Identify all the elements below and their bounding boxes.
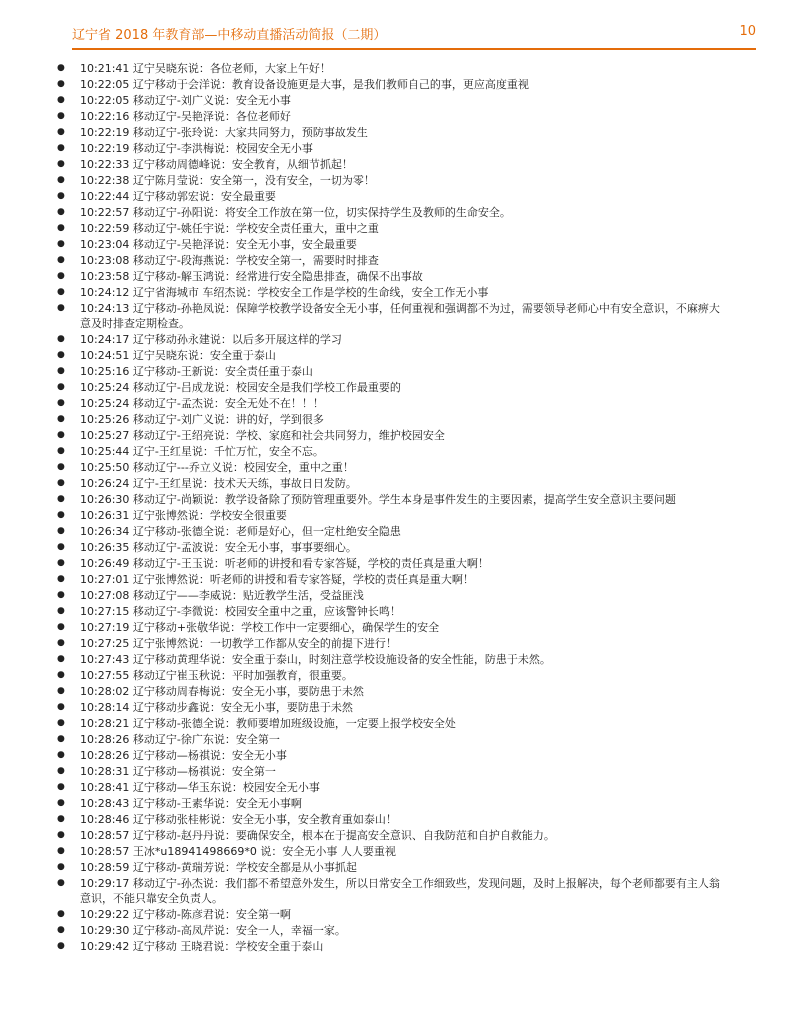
chat-log-list: [57, 61, 721, 955]
bullet-icon: ●: [57, 127, 65, 137]
entry-message: 辽宁移动—杨祺说：安全无小事: [132, 749, 287, 762]
entry-time: 10:28:31: [80, 765, 133, 778]
chat-log-entry: [57, 524, 721, 539]
bullet-icon: ●: [57, 334, 65, 344]
entry-time: 10:28:26: [80, 749, 133, 762]
chat-log-entry: [57, 237, 721, 252]
entry-message: 辽宁移动步鑫说：安全无小事，要防患于未然: [132, 701, 353, 714]
chat-log-entry: [57, 380, 721, 395]
chat-log-entry: [57, 668, 721, 683]
entry-message: 移动辽宁-孟杰说：安全无处不在！！！: [132, 397, 324, 410]
entry-message: 辽宁移动+张敬华说：学校工作中一定要细心，确保学生的安全: [132, 621, 440, 634]
bullet-icon: ●: [57, 574, 65, 584]
chat-log-entry: [57, 221, 721, 236]
bullet-icon: ●: [57, 734, 65, 744]
entry-time: 10:27:55: [80, 669, 133, 682]
entry-message: 辽宁省海城市 车绍杰说：学校安全工作是学校的生命线，安全工作无小事: [132, 286, 489, 299]
entry-message: 辽宁陈月莹说：安全第一，没有安全，一切为零！: [132, 174, 375, 187]
entry-time: 10:28:59: [80, 861, 133, 874]
bullet-icon: ●: [57, 414, 65, 424]
entry-time: 10:28:46: [80, 813, 133, 826]
chat-log-entry: [57, 700, 721, 715]
bullet-icon: ●: [57, 830, 65, 840]
entry-message: 辽宁移动黄理华说：安全重于泰山，时刻注意学校设施设备的安全性能，防患于未然。: [132, 653, 551, 666]
entry-message: 移动辽宁-段海燕说：学校安全第一，需要时时排查: [132, 254, 379, 267]
entry-time: 10:25:26: [80, 413, 133, 426]
bullet-icon: ●: [57, 382, 65, 392]
bullet-icon: ●: [57, 207, 65, 217]
bullet-icon: ●: [57, 766, 65, 776]
bullet-icon: ●: [57, 239, 65, 249]
chat-log-entry: [57, 939, 721, 954]
entry-message: 辽宁张博然说：一切教学工作都从安全的前提下进行！: [132, 637, 397, 650]
entry-message: 辽宁吴晓东说：各位老师，大家上午好！: [132, 62, 331, 75]
bullet-icon: ●: [57, 223, 65, 233]
chat-log-entry: [57, 396, 721, 411]
entry-time: 10:24:17: [80, 333, 133, 346]
entry-time: 10:25:44: [80, 445, 133, 458]
entry-time: 10:22:44: [80, 190, 133, 203]
chat-log-entry: [57, 636, 721, 651]
bullet-icon: ●: [57, 494, 65, 504]
bullet-icon: ●: [57, 782, 65, 792]
entry-message: 移动辽宁---乔立义说：校园安全，重中之重！: [132, 461, 354, 474]
bullet-icon: ●: [57, 79, 65, 89]
chat-log-entry: [57, 492, 721, 507]
entry-message: 移动辽宁——李威说：贴近教学生活，受益匪浅: [132, 589, 364, 602]
chat-log-entry: [57, 684, 721, 699]
page-header: [72, 24, 756, 46]
entry-message: 移动辽宁-尚颖说：教学设备除了预防管理重要外。学生本身是事件发生的主要因素，提高学生安全意识主要问题: [132, 493, 676, 506]
entry-time: 10:23:08: [80, 254, 133, 267]
entry-time: 10:29:42: [80, 940, 133, 953]
entry-time: 10:22:19: [80, 142, 133, 155]
bullet-icon: ●: [57, 638, 65, 648]
chat-log-entry: [57, 301, 721, 331]
chat-log-entry: [57, 476, 721, 491]
entry-message: 移动辽宁-李洪梅说：校园安全无小事: [132, 142, 313, 155]
chat-log-entry: [57, 141, 721, 156]
entry-message: 辽宁移动-王新说：安全责任重于泰山: [132, 365, 313, 378]
entry-message: 辽宁-王红星说：技术天天练，事故日日发防。: [132, 477, 357, 490]
entry-time: 10:22:59: [80, 222, 133, 235]
entry-time: 10:26:34: [80, 525, 133, 538]
chat-log-entry: [57, 269, 721, 284]
entry-message: 移动辽宁-孙杰说：我们都不希望意外发生，所以日常安全工作细致些，发现问题，及时上报解决，每个老师都要有主人翁意识，不能只靠安全负责人。: [80, 877, 720, 905]
entry-time: 10:28:26: [80, 733, 133, 746]
chat-log-entry: [57, 412, 721, 427]
entry-time: 10:22:05: [80, 78, 133, 91]
bullet-icon: ●: [57, 925, 65, 935]
chat-log-entry: [57, 540, 721, 555]
chat-log-entry: [57, 77, 721, 92]
bullet-icon: ●: [57, 862, 65, 872]
entry-message: 辽宁张博然说：学校安全很重要: [132, 509, 287, 522]
bullet-icon: ●: [57, 542, 65, 552]
chat-log-entry: [57, 348, 721, 363]
bullet-icon: ●: [57, 686, 65, 696]
bullet-icon: ●: [57, 878, 65, 888]
page-number: 10: [739, 24, 756, 39]
entry-message: 移动辽宁-李微说：校园安全重中之重，应该警钟长鸣！: [132, 605, 401, 618]
entry-time: 10:26:49: [80, 557, 133, 570]
bullet-icon: ●: [57, 95, 65, 105]
entry-message: 辽宁吴晓东说：安全重于泰山: [132, 349, 276, 362]
entry-message: 辽宁移动于会洋说：教育设备设施更是大事，是我们教师自己的事，更应高度重视: [132, 78, 529, 91]
entry-message: 移动辽宁-吕成龙说：校园安全是我们学校工作最重要的: [132, 381, 401, 394]
entry-message: 辽宁移动周德峰说：安全教育，从细节抓起！: [132, 158, 353, 171]
entry-message: 辽宁移动周春梅说：安全无小事，要防患于未然: [132, 685, 364, 698]
chat-log-entry: [57, 923, 721, 938]
bullet-icon: ●: [57, 287, 65, 297]
entry-time: 10:22:05: [80, 94, 133, 107]
chat-log-entry: [57, 125, 721, 140]
entry-message: 移动辽宁-张玲说：大家共同努力，预防事故发生: [132, 126, 368, 139]
entry-message: 辽宁移动—杨祺说：安全第一: [132, 765, 276, 778]
entry-message: 移动辽宁-王玉说：听老师的讲授和看专家答疑，学校的责任真是重大啊！: [132, 557, 489, 570]
header-divider: [72, 48, 756, 50]
entry-time: 10:22:16: [80, 110, 133, 123]
entry-time: 10:26:24: [80, 477, 133, 490]
entry-time: 10:25:16: [80, 365, 133, 378]
chat-log-entry: [57, 620, 721, 635]
entry-time: 10:22:33: [80, 158, 133, 171]
entry-time: 10:21:41: [80, 62, 133, 75]
chat-log-entry: [57, 61, 721, 76]
entry-time: 10:28:41: [80, 781, 133, 794]
entry-message: 辽宁移动-王素华说：安全无小事啊: [132, 797, 302, 810]
entry-message: 辽宁移动-赵丹丹说：要确保安全，根本在于提高安全意识、自我防范和自护自救能力。: [132, 829, 555, 842]
bullet-icon: ●: [57, 846, 65, 856]
entry-message: 辽宁移动 王晓君说：学校安全重于泰山: [132, 940, 324, 953]
entry-message: 移动辽宁-刘广义说：讲的好，学到很多: [132, 413, 324, 426]
chat-log-entry: [57, 428, 721, 443]
chat-log-entry: [57, 812, 721, 827]
bullet-icon: ●: [57, 814, 65, 824]
chat-log-entry: [57, 285, 721, 300]
bullet-icon: ●: [57, 558, 65, 568]
entry-message: 辽宁移动-孙艳凤说：保障学校教学设备安全无小事，任何重视和强调都不为过，需要领导老师心中有安全意识，不麻痹大意及时排查定期检查。: [80, 302, 720, 330]
entry-time: 10:25:24: [80, 397, 133, 410]
entry-time: 10:26:35: [80, 541, 133, 554]
chat-log-entry: [57, 588, 721, 603]
entry-time: 10:25:50: [80, 461, 133, 474]
chat-log-entry: [57, 332, 721, 347]
entry-message: 辽宁移动张桂彬说：安全无小事，安全教育重如泰山！: [132, 813, 397, 826]
entry-time: 10:27:01: [80, 573, 133, 586]
entry-time: 10:28:43: [80, 797, 133, 810]
chat-log-entry: [57, 205, 721, 220]
entry-message: 辽宁张博然说：听老师的讲授和看专家答疑，学校的责任真是重大啊！: [132, 573, 474, 586]
chat-log-entry: [57, 876, 721, 906]
entry-time: 10:29:17: [80, 877, 133, 890]
chat-log-entry: [57, 93, 721, 108]
entry-message: 移动辽宁-王绍亮说：学校、家庭和社会共同努力，维护校园安全: [132, 429, 445, 442]
bullet-icon: ●: [57, 255, 65, 265]
chat-log-entry: [57, 173, 721, 188]
entry-message: 辽宁移动-黄瑞芳说：学校安全都是从小事抓起: [132, 861, 357, 874]
entry-time: 10:26:30: [80, 493, 133, 506]
entry-message: 移动辽宁-刘广义说：安全无小事: [132, 94, 291, 107]
bullet-icon: ●: [57, 606, 65, 616]
entry-time: 10:29:22: [80, 908, 133, 921]
entry-message: 移动辽宁-徐广东说：安全第一: [132, 733, 280, 746]
entry-message: 移动辽宁-姚任宇说：学校安全责任重大，重中之重: [132, 222, 379, 235]
entry-time: 10:24:51: [80, 349, 133, 362]
bullet-icon: ●: [57, 446, 65, 456]
entry-message: 移动辽宁-孙阳说：将安全工作放在第一位，切实保持学生及教师的生命安全。: [132, 206, 511, 219]
bullet-icon: ●: [57, 526, 65, 536]
bullet-icon: ●: [57, 175, 65, 185]
chat-log-entry: [57, 444, 721, 459]
entry-time: 10:28:02: [80, 685, 133, 698]
bullet-icon: ●: [57, 478, 65, 488]
entry-message: 王冰*u18941498669*0 说：安全无小事 人人要重视: [132, 845, 396, 858]
bullet-icon: ●: [57, 462, 65, 472]
entry-time: 10:28:57: [80, 829, 133, 842]
entry-message: 辽宁移动-解玉鸿说：经常进行安全隐患排查，确保不出事故: [132, 270, 423, 283]
entry-time: 10:23:04: [80, 238, 133, 251]
bullet-icon: ●: [57, 159, 65, 169]
chat-log-entry: [57, 828, 721, 843]
entry-time: 10:22:57: [80, 206, 133, 219]
bullet-icon: ●: [57, 941, 65, 951]
entry-time: 10:25:24: [80, 381, 133, 394]
chat-log-entry: [57, 364, 721, 379]
bullet-icon: ●: [57, 510, 65, 520]
bullet-icon: ●: [57, 63, 65, 73]
entry-message: 辽宁移动孙永建说：以后多开展这样的学习: [132, 333, 342, 346]
bullet-icon: ●: [57, 303, 65, 313]
entry-message: 移动辽宁-吴艳泽说：安全无小事，安全最重要: [132, 238, 357, 251]
entry-message: 辽宁移动-张德全说：教师要增加班级设施，一定要上报学校安全处: [132, 717, 456, 730]
bullet-icon: ●: [57, 622, 65, 632]
bullet-icon: ●: [57, 271, 65, 281]
bullet-icon: ●: [57, 350, 65, 360]
entry-time: 10:27:25: [80, 637, 133, 650]
bullet-icon: ●: [57, 718, 65, 728]
entry-time: 10:24:12: [80, 286, 133, 299]
bullet-icon: ●: [57, 670, 65, 680]
chat-log-entry: [57, 780, 721, 795]
chat-log-entry: [57, 860, 721, 875]
entry-message: 移动辽宁-孟波说：安全无小事，事事要细心。: [132, 541, 357, 554]
entry-message: 移动辽宁-吴艳泽说：各位老师好: [132, 110, 291, 123]
chat-log-entry: [57, 907, 721, 922]
entry-time: 10:22:19: [80, 126, 133, 139]
bullet-icon: ●: [57, 143, 65, 153]
bullet-icon: ●: [57, 750, 65, 760]
chat-log-entry: [57, 652, 721, 667]
entry-time: 10:23:58: [80, 270, 133, 283]
bullet-icon: ●: [57, 398, 65, 408]
chat-log-entry: [57, 572, 721, 587]
bullet-icon: ●: [57, 654, 65, 664]
entry-message: 辽宁移动-高凤芹说：安全一人，幸福一家。: [132, 924, 346, 937]
entry-time: 10:29:30: [80, 924, 133, 937]
entry-time: 10:28:21: [80, 717, 133, 730]
chat-log-entry: [57, 716, 721, 731]
bullet-icon: ●: [57, 590, 65, 600]
chat-log-entry: [57, 764, 721, 779]
entry-time: 10:24:13: [80, 302, 133, 315]
entry-time: 10:27:08: [80, 589, 133, 602]
bullet-icon: ●: [57, 909, 65, 919]
entry-time: 10:28:14: [80, 701, 133, 714]
entry-time: 10:26:31: [80, 509, 133, 522]
bullet-icon: ●: [57, 366, 65, 376]
entry-message: 辽宁移动—华玉东说：校园安全无小事: [132, 781, 320, 794]
chat-log-entry: [57, 157, 721, 172]
chat-log-entry: [57, 556, 721, 571]
entry-message: 移动辽宁崔玉秋说：平时加强教育，很重要。: [132, 669, 353, 682]
entry-time: 10:22:38: [80, 174, 133, 187]
entry-time: 10:25:27: [80, 429, 133, 442]
entry-time: 10:28:57: [80, 845, 133, 858]
bullet-icon: ●: [57, 798, 65, 808]
chat-log-entry: [57, 253, 721, 268]
chat-log-entry: [57, 732, 721, 747]
entry-message: 辽宁移动-陈彦君说：安全第一啊: [132, 908, 291, 921]
entry-time: 10:27:15: [80, 605, 133, 618]
chat-log-entry: [57, 460, 721, 475]
chat-log-entry: [57, 189, 721, 204]
chat-log-entry: [57, 604, 721, 619]
bullet-icon: ●: [57, 111, 65, 121]
chat-log-entry: [57, 748, 721, 763]
chat-log-entry: [57, 508, 721, 523]
entry-message: 辽宁移动-张德全说：老师是好心，但一定杜绝安全隐患: [132, 525, 401, 538]
entry-message: 辽宁-王红星说：千忙万忙，安全不忘。: [132, 445, 324, 458]
chat-log-entry: [57, 109, 721, 124]
bullet-icon: ●: [57, 702, 65, 712]
chat-log-entry: [57, 844, 721, 859]
header-title: 辽宁省 2018 年教育部—中移动直播活动简报（二期）: [72, 28, 387, 43]
bullet-icon: ●: [57, 430, 65, 440]
bullet-icon: ●: [57, 191, 65, 201]
entry-time: 10:27:19: [80, 621, 133, 634]
entry-message: 辽宁移动郭宏说：安全最重要: [132, 190, 276, 203]
chat-log-entry: [57, 796, 721, 811]
entry-time: 10:27:43: [80, 653, 133, 666]
